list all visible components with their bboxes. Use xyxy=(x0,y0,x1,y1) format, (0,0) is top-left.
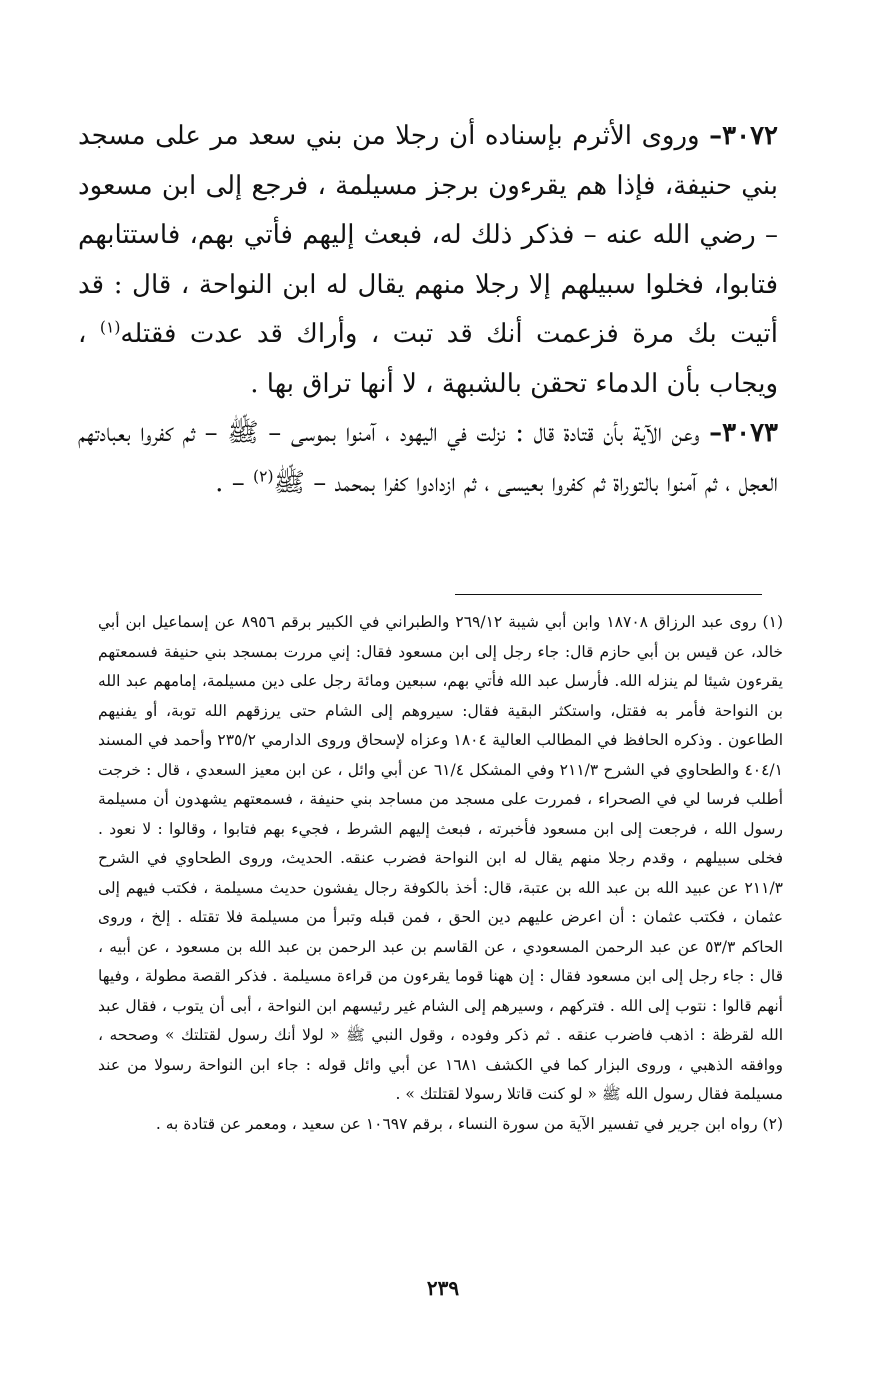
footnote-2: (٢) رواه ابن جرير في تفسير الآية من سورة النساء ، برقم ١٠٦٩٧ عن سعيد ، ومعمر عن قتادة به . xyxy=(155,1114,783,1133)
entry-text: وروى الأثرم بإسناده أن رجلا من بني سعد مر على مسجد بني حنيفة، فإذا هم يقرءون برجز مسيلمة ، فرجع إلى ابن مسعود – رضي الله عنه – فذكر ذلك له، فبعث إليهم فأتي بهم، فاستتابهم فتابوا، فخلوا سبيلهم إلا رجلا منهم يقال له ابن النواحة ، قال : قد أتيت بك مرة فزعمت أنك قد تبت ، وأراك قد عدت فقتله xyxy=(78,121,778,349)
entry-3073 xyxy=(78,409,778,508)
entry-3072 xyxy=(78,112,778,409)
entry-number: ٣٠٧٣– xyxy=(709,418,778,448)
entry-text-continued: – . xyxy=(215,467,245,498)
footnotes xyxy=(98,608,783,1139)
entry-text: وعن الآية بأن قتادة قال : نزلت في اليهود ، آمنوا بموسى – ﷺ – ثم كفروا بعبادتهم العجل ، ثم آمنوا بالتوراة ثم كفروا بعيسى ، ثم ازدادوا كفرا بمحمد – ﷺ xyxy=(78,418,778,498)
entry-text-continued: ، ويجاب بأن الدماء تحقن بالشبهة ، لا أنها تراق بها . xyxy=(78,319,778,399)
footnote-1: (١) روى عبد الرزاق ١٨٧٠٨ وابن أبي شيبة ٢٦٩/١٢ والطبراني في الكبير برقم ٨٩٥٦ عن إسماعيل ابن أبي خالد، عن قيس بن أبي حازم قال: جاء رجل إلى ابن مسعود فقال: إني مررت بمسجد بني حنيفة فسمعتهم يقرءون شيئا لم ينزله الله. فأرسل عبد الله فأتي بهم، سبعين ومائة رجل على دين مسيلمة، إمامهم عبد الله بن النواحة فأمر به فقتل، واستكثر البقية فقال: سيروهم إلى الشام حتى يرزقهم الله توبة، أو يفنيهم الطاعون . وذكره الحافظ في المطالب العالية ١٨٠٤ وعزاه لإسحاق وروى الدارمي ٢٣٥/٢ وأحمد في المسند ٤٠٤/١ والطحاوي في الشرح ٢١١/٣ وفي المشكل ٦١/٤ عن أبي وائل ، عن ابن معيز السعدي ، قال : خرجت أطلب فرسا لي في الصحراء ، فمررت على مسجد من مساجد بني حنيفة ، فسمعتهم يشهدون أن مسيلمة رسول الله ، فرجعت إلى ابن مسعود فأخبرته ، فبعث إليهم الشرط ، فجيء بهم فتابوا ، وقالوا : لا نعود . فخلى سبيلهم ، وقدم رجلا منهم يقال له ابن النواحة فضرب عنقه. الحديث، وروى الطحاوي في الشرح ٢١١/٣ عن عبيد الله بن عبد الله بن عتبة، قال: أخذ بالكوفة رجال يفشون حديث مسيلمة ، فكتب فيهم إلى عثمان ، فكتب عثمان : أن اعرض عليهم دين الحق ، فمن قبله وتبرأ من مسيلمة فلا تقتله . إلخ ، وروى الحاكم ٥٣/٣ عن عبد الرحمن المسعودي ، عن القاسم بن عبد الرحمن بن عبد الله بن مسعود ، عن أبيه ، قال : جاء رجل إلى ابن مسعود فقال : إن ههنا قوما يقرءون من قراءة مسيلمة . فذكر القصة مطولة ، وفيها أنهم قالوا : نتوب إلى الله . فتركهم ، وسيرهم إلى الشام غير رئيسهم ابن النواحة ، أبى أن يتوب ، فقال عبد الله لقرظة : اذهب فاضرب عنقه . ثم ذكر وفوده ، وقول النبي ﷺ « لولا أنك رسول لقتلتك » وصححه ، ووافقه الذهبي ، وروى البزار كما في الكشف ١٦٨١ عن أبي وائل قوله : جاء ابن النواحة رسولا من عند مسيلمة فقال رسول الله ﷺ « لو كنت قاتلا رسولا لقتلتك » . xyxy=(98,613,784,1103)
main-text xyxy=(78,112,778,508)
page-number: ٢٣٩ xyxy=(426,1276,460,1300)
footnote-separator xyxy=(455,594,762,595)
footnote-ref: (٢) xyxy=(252,466,274,485)
footnote-ref: (١) xyxy=(99,318,121,337)
entry-number: ٣٠٧٢– xyxy=(709,121,778,151)
